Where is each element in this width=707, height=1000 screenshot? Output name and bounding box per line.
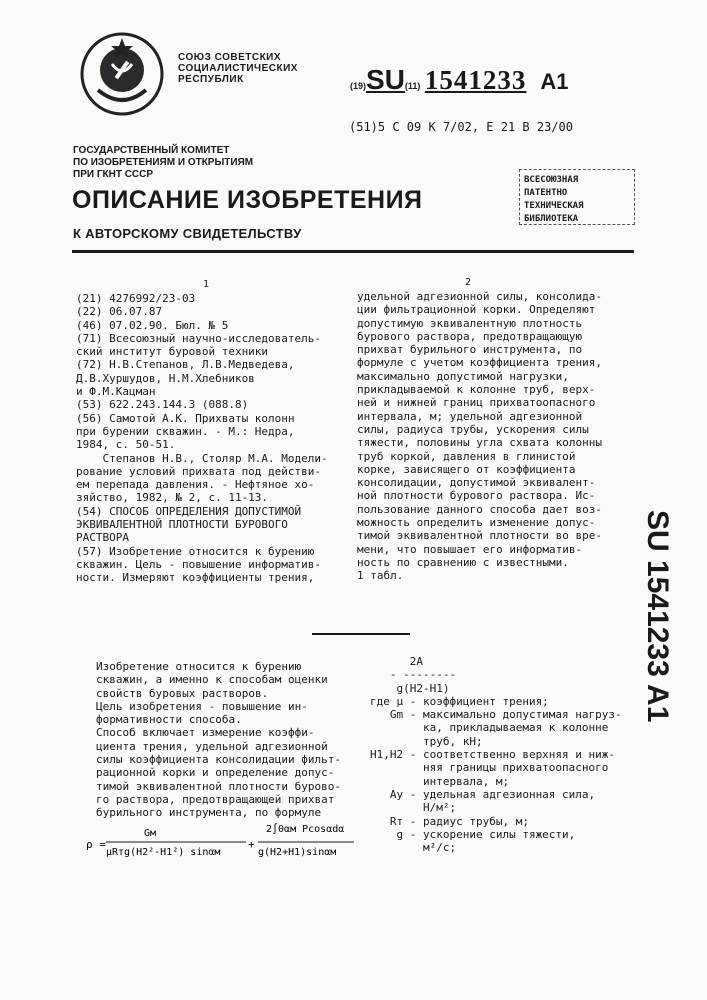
text-line: тимой эквивалентной плотности во вре- (357, 529, 603, 543)
text-line: 1 табл. (357, 569, 404, 583)
committee-name (73, 145, 253, 181)
abstract-column (357, 290, 637, 583)
text-line: зяйство, 1982, № 2, с. 11-13. (76, 491, 269, 505)
text-line: свойств буровых растворов. (96, 686, 269, 700)
country-code: SU (366, 64, 405, 95)
section-divider (312, 633, 410, 635)
text-line: интервала, м; удельной адгезионной (357, 409, 583, 423)
formula-denominator-left: μRтg(H2²-H1²) sinαм (106, 847, 221, 858)
text-line: интервала, м; (370, 774, 510, 788)
ussr-emblem (78, 30, 166, 118)
text-line: Способ включает измерение коэффи- (96, 726, 315, 740)
text-line: (53) 622.243.144.3 (088.8) (76, 398, 249, 412)
text-line: где μ - коэффициент трения; (370, 694, 549, 708)
text-line: (72) Н.В.Степанов, Л.В.Медведева, (76, 358, 295, 372)
column-number: 2 (465, 277, 472, 288)
text-line: g(H2-H1) (370, 681, 450, 695)
text-line: Н/м²; (370, 801, 457, 815)
text-line: (22) 06.07.87 (76, 305, 163, 319)
text-line: циента трения, удельной адгезионной (96, 739, 328, 753)
text-line: Цель изобретения - повышение ин- (96, 699, 308, 713)
text-line: ной плотности бурового раствора. Ис- (357, 489, 596, 503)
text-line: удельной адгезионной силы, консолида- (357, 290, 603, 303)
text-line: ЭКВИВАЛЕНТНОЙ ПЛОТНОСТИ БУРОВОГО (76, 518, 288, 532)
ipc-classification: (51)5 C 09 K 7/02, E 21 B 23/00 (349, 120, 573, 134)
patent-id (350, 64, 569, 96)
column-number: 1 (203, 279, 210, 290)
text-line: мени, что повышает его информатив- (357, 542, 583, 556)
header-divider (72, 250, 634, 253)
text-line: го раствора, предотвращающей прихват (96, 792, 335, 806)
bibliographic-column (76, 292, 356, 585)
text-line: труб, кН; (370, 734, 483, 748)
union-name (178, 52, 298, 85)
union-line: СОЦИАЛИСТИЧЕСКИХ (178, 63, 298, 74)
patent-number: 1541233 (424, 65, 527, 95)
text-line: корке, зависящего от коэффициента (357, 462, 576, 476)
description-body (96, 660, 342, 820)
stamp-line: ВСЕСОЮЗНАЯ (524, 175, 579, 185)
text-line: можность определить изменение допус- (357, 516, 596, 530)
formula-definitions (370, 655, 650, 854)
text-line: пользование данного способа дает воз- (357, 502, 603, 516)
text-line: (71) Всесоюзный научно-исследователь- (76, 331, 322, 345)
text-line: ции фильтрационной корки. Определяют (357, 303, 596, 317)
text-line: ней и нижней границ прихватоопасного (357, 396, 596, 410)
side-patent-text: SU 1541233 A1 (641, 510, 674, 723)
text-line: труб коркой, давления в глинистой (357, 449, 576, 463)
text-line: прикладываемой к колонне труб, верх- (357, 383, 596, 397)
text-line: (57) Изобретение относится к бурению (76, 544, 315, 558)
text-line: РАСТВОРА (76, 531, 129, 545)
text-line: и Ф.М.Кацман (76, 385, 156, 399)
text-line: (54) СПОСОБ ОПРЕДЕЛЕНИЯ ДОПУСТИМОЙ (76, 504, 302, 518)
stamp-line: БИБЛИОТЕКА (524, 214, 579, 224)
text-line: 2A (370, 655, 423, 668)
text-line: рование условий прихвата под действи- (76, 464, 322, 478)
text-line: м²/с; (370, 841, 457, 855)
text-line: ский институт буровой техники (76, 345, 269, 359)
text-line: Степанов Н.В., Столяр М.А. Модели- (76, 451, 328, 465)
formula-denominator-right: g(H2+H1)sinαм (258, 847, 337, 858)
text-line: - -------- (370, 668, 457, 682)
text-line: прихват бурильного инструмента, по (357, 343, 583, 357)
committee-line: ПО ИЗОБРЕТЕНИЯМ И ОТКРЫТИЯМ (73, 157, 254, 168)
committee-line: ГОСУДАРСТВЕННЫЙ КОМИТЕТ (73, 145, 230, 156)
patent-kind: A1 (540, 69, 569, 94)
text-line: ности. Измеряют коэффициенты трения, (76, 571, 315, 585)
text-line: Д.В.Хуршудов, Н.М.Хлебников (76, 371, 255, 385)
library-stamp (519, 169, 635, 225)
union-line: СОЮЗ СОВЕТСКИХ (178, 52, 282, 63)
code-11: (11) (404, 81, 421, 91)
text-line: тяжести, половины угла схвата колонны (357, 436, 603, 450)
text-line: Ay - удельная адгезионная сила, (370, 787, 596, 801)
text-line: Rт - радиус трубы, м; (370, 814, 529, 828)
text-line: g - ускорение силы тяжести, (370, 827, 576, 841)
union-line: РЕСПУБЛИК (178, 74, 244, 85)
text-line: Gm - максимально допустимая нагруз- (370, 708, 622, 722)
text-line: бурового раствора, предотвращающую (357, 329, 583, 343)
formula-plus: + (248, 838, 255, 851)
text-line: консолидации, допустимой эквивалент- (357, 476, 596, 490)
code-19: (19) (350, 81, 367, 91)
text-line: (46) 07.02.90. Бюл. № 5 (76, 318, 229, 332)
committee-line: ПРИ ГКНТ СССР (73, 169, 154, 180)
text-line: скважин, а именно к способам оценки (96, 673, 328, 687)
text-line: ем перепада давления. - Нефтяное хо- (76, 478, 315, 492)
text-line: тимой эквивалентной плотности бурово- (96, 779, 342, 793)
page-subtitle: К АВТОРСКОМУ СВИДЕТЕЛЬСТВУ (73, 226, 302, 241)
text-line: ность по сравнению с известными. (357, 555, 569, 569)
text-line: максимально допустимой нагрузки, (357, 369, 569, 383)
text-line: (56) Самотой А.К. Прихваты колонн (76, 411, 295, 425)
text-line: рационной корки и определение допус- (96, 766, 335, 780)
text-line: бурильного инструмента, по формуле (96, 806, 322, 820)
text-line: скважин. Цель - повышение информатив- (76, 557, 322, 571)
text-line: 1984, с. 50-51. (76, 438, 176, 452)
formula-prefix: ρ = (86, 838, 106, 851)
text-line: силы коэффициента консолидации фильт- (96, 753, 342, 767)
text-line: допустимую эквивалентную плотность (357, 316, 583, 330)
text-line: Изобретение относится к бурению (96, 660, 302, 673)
formula-numerator-right: 2∫0αм Pcosαdα (266, 824, 345, 835)
main-formula (86, 820, 356, 870)
text-line: силы, радиуса трубы, ускорения силы (357, 422, 589, 436)
formula-numerator-left: Gм (144, 828, 157, 839)
stamp-line: ПАТЕНТНО ТЕХНИЧЕСКАЯ (524, 188, 584, 211)
text-line: H1,H2 - соответственно верхняя и ниж- (370, 748, 616, 762)
page-title: ОПИСАНИЕ ИЗОБРЕТЕНИЯ (72, 186, 423, 214)
text-line: ка, прикладываемая к колонне (370, 721, 609, 735)
text-line: формуле с учетом коэффициента трения, (357, 356, 603, 370)
text-line: при бурении скважин. - М.: Недра, (76, 424, 295, 438)
text-line: няя границы прихватоопасного (370, 761, 609, 775)
text-line: (21) 4276992/23-03 (76, 292, 196, 305)
text-line: формативности способа. (96, 713, 242, 727)
